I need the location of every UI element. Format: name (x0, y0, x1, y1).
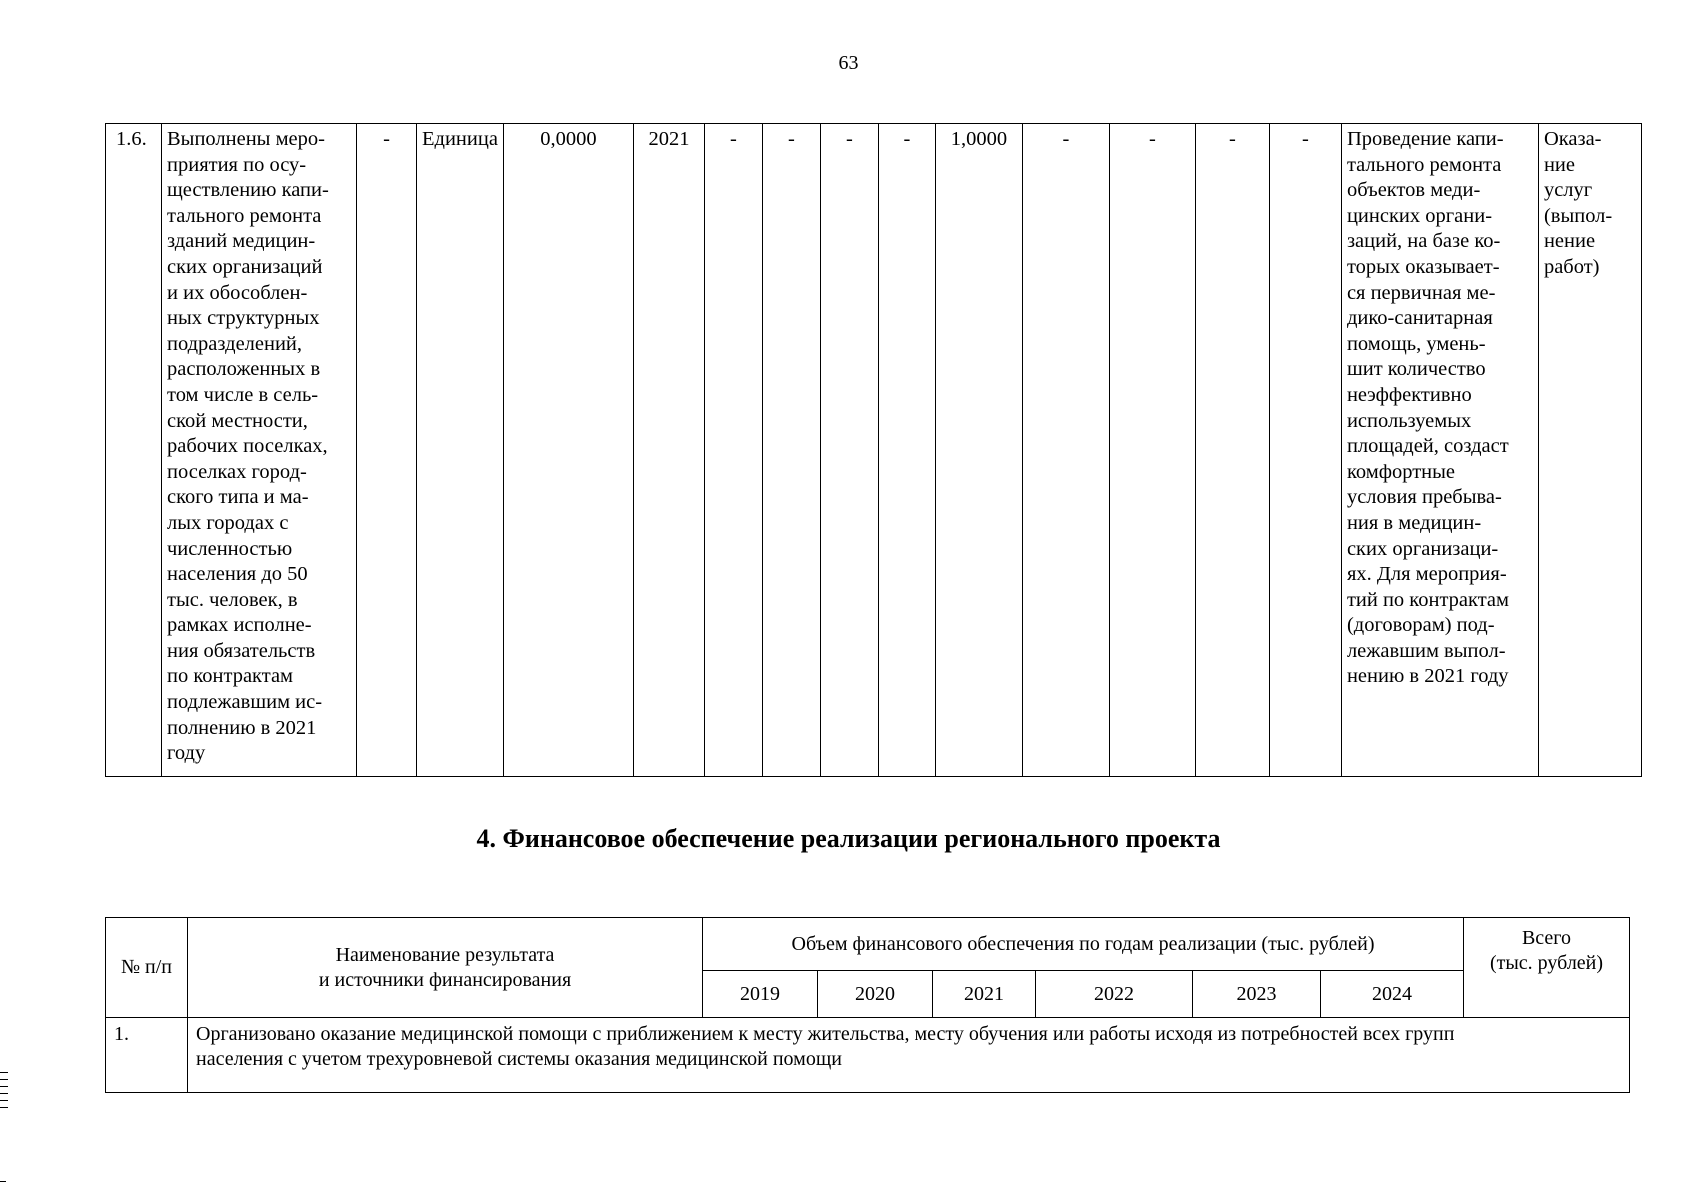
period-value-cell: - (1022, 124, 1109, 777)
margin-scan-mark (0, 1181, 6, 1182)
year-header-2019: 2019 (703, 971, 818, 1018)
year-header-2022: 2022 (1036, 971, 1193, 1018)
result-characteristic: Проведение капи- тального ремонта объектов меди- цинских органи- заций, на базе ко- торых оказывает- ся первичная ме- дико-санитарная помощь, умень- шит количество неэффективно используемых площадей, создаст комфортные условия пребыва- ния в медицин- ских организаци- ях. Для мероприя- тий по контрактам (договорам) под- лежавшим выпол- нению в 2021 году (1341, 124, 1538, 777)
column-header-total: Всего (тыс. рублей) (1464, 918, 1630, 1018)
period-value-cell: - (1195, 124, 1269, 777)
column-header-number: № п/п (106, 918, 188, 1018)
period-value-cell: 1,0000 (935, 124, 1022, 777)
result-base-year: 2021 (633, 124, 704, 777)
result-base-value: 0,0000 (503, 124, 633, 777)
result-unit: Единица (417, 124, 504, 777)
period-value-cell: - (1109, 124, 1195, 777)
year-header-2024: 2024 (1321, 971, 1464, 1018)
column-header-volume: Объем финансового обеспечения по годам реализации (тыс. рублей) (703, 918, 1464, 971)
page-number: 63 (838, 52, 859, 74)
result-number: 1.6. (106, 124, 162, 777)
period-value-cell: - (704, 124, 762, 777)
result-level: - (357, 124, 417, 777)
finance-table (105, 917, 1630, 1093)
year-header-2020: 2020 (818, 971, 933, 1018)
margin-scan-marks (0, 1072, 8, 1108)
section-title: 4. Финансовое обеспечение реализации регионального проекта (476, 824, 1221, 853)
period-value-cell: - (820, 124, 878, 777)
finance-row-number: 1. (106, 1018, 188, 1093)
period-value-cell: - (878, 124, 935, 777)
year-header-2021: 2021 (933, 971, 1036, 1018)
period-value-cell: - (762, 124, 820, 777)
finance-row (106, 1018, 1630, 1093)
finance-header-row (106, 918, 1630, 971)
year-header-2023: 2023 (1193, 971, 1321, 1018)
period-value-cell: - (1269, 124, 1341, 777)
result-row (106, 124, 1642, 777)
result-table (105, 123, 1642, 777)
column-header-name: Наименование результата и источники финансирования (188, 918, 703, 1018)
result-name: Выполнены меро- приятия по осу- ществлению капи- тального ремонта зданий медицин- ских организаций и их обособлен- ных структурных подразделений, расположенных в том числе в сель- ской местности, рабочих поселках, поселках город- ского типа и ма- лых городах с численностью населения до 50 тыс. человек, в рамках исполне- ния обязательств по контрактам подлежавшим ис- полнению в 2021 году (162, 124, 357, 777)
result-type: Оказа- ние услуг (выпол- нение работ) (1538, 124, 1641, 777)
finance-row-text: Организовано оказание медицинской помощи с приближением к месту жительства, месту обучения или работы исходя из потребностей всех групп населения с учетом трехуровневой системы оказания медицинской помощи (188, 1018, 1630, 1093)
